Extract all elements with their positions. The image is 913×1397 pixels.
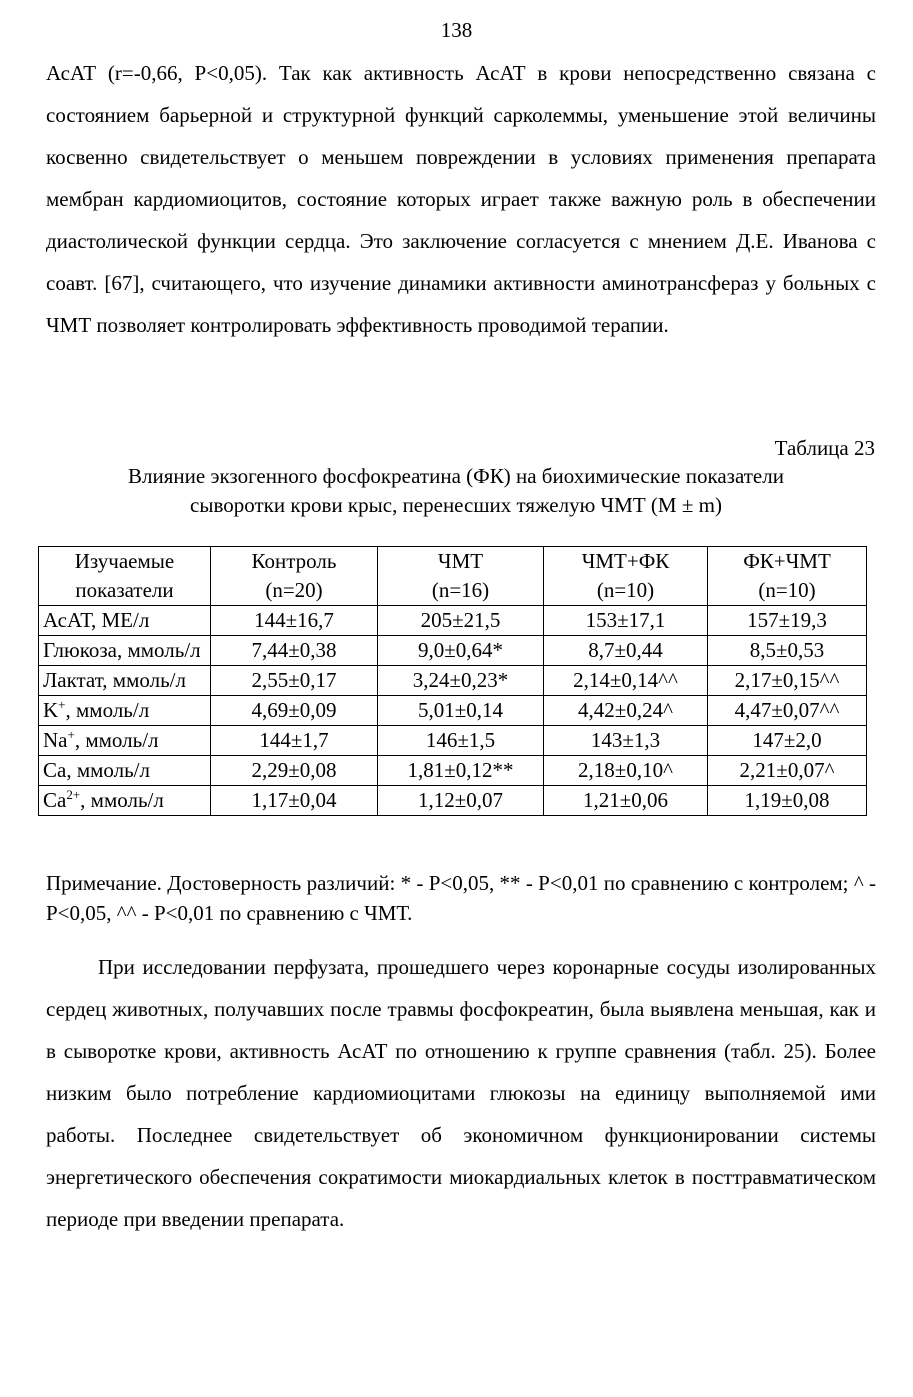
cell-value: 144±1,7: [211, 726, 378, 756]
row-label: АсАТ, МЕ/л: [39, 606, 211, 636]
table-title-line-1: Влияние экзогенного фосфокреатина (ФК) на биохимические показатели: [128, 464, 784, 488]
data-table: [38, 546, 867, 816]
table-row: [39, 756, 867, 786]
row-label: K+, ммоль/л: [39, 696, 211, 726]
row-label: Na+, ммоль/л: [39, 726, 211, 756]
table-row: [39, 786, 867, 816]
table-title-line-2: сыворотки крови крыс, перенесших тяжелую ЧМТ (М ± m): [190, 493, 722, 517]
row-label: Глюкоза, ммоль/л: [39, 636, 211, 666]
cell-value: 9,0±0,64*: [378, 636, 544, 666]
cell-value: 1,17±0,04: [211, 786, 378, 816]
cell-value: 153±17,1: [544, 606, 708, 636]
header-tbi-pc: ЧМТ+ФК (n=10): [544, 547, 708, 606]
cell-value: 205±21,5: [378, 606, 544, 636]
cell-value: 147±2,0: [708, 726, 867, 756]
body-paragraph-2: При исследовании перфузата, прошедшего через коронарные сосуды изолированных сердец животных, получавших после травмы фосфокреатин, была выявлена меньшая, как и в сыворотке крови, активность АсАТ по отношению к группе сравнения (табл. 25). Более низким было потребление кардиомиоцитами глюкозы на единицу выполняемой ими работы. Последнее свидетельствует об экономичном функционировании системы энергетического обеспечения сократимости миокардиальных клеток в посттравматическом периоде при введении препарата.: [46, 955, 876, 1231]
cell-value: 1,19±0,08: [708, 786, 867, 816]
cell-value: 1,12±0,07: [378, 786, 544, 816]
cell-value: 2,17±0,15^^: [708, 666, 867, 696]
cell-value: 5,01±0,14: [378, 696, 544, 726]
cell-value: 146±1,5: [378, 726, 544, 756]
row-label: Лактат, ммоль/л: [39, 666, 211, 696]
row-label: Ca, ммоль/л: [39, 756, 211, 786]
table-row: [39, 636, 867, 666]
page-number: 138: [440, 18, 473, 42]
table-row: [39, 696, 867, 726]
header-control: Контроль (n=20): [211, 547, 378, 606]
table-title: [46, 462, 866, 520]
table-row: [39, 606, 867, 636]
cell-value: 2,18±0,10^: [544, 756, 708, 786]
body-paragraph-1: АсАТ (r=-0,66, Р<0,05). Так как активность АсАТ в крови непосредственно связана с состоянием барьерной и структурной функций сарколеммы, уменьшение этой величины косвенно свидетельствует о меньшем повреждении в условиях применения препарата мембран кардиомиоцитов, состояние которых играет также важную роль в обеспечении диастолической функции сердца. Это заключение согласуется с мнением Д.Е. Иванова с соавт. [67], считающего, что изучение динамики активности аминотрансфераз у больных с ЧМТ позволяет контролировать эффективность проводимой терапии.: [46, 61, 876, 337]
cell-value: 2,21±0,07^: [708, 756, 867, 786]
header-tbi: ЧМТ (n=16): [378, 547, 544, 606]
table-label: Таблица 23: [774, 436, 875, 460]
cell-value: 2,29±0,08: [211, 756, 378, 786]
cell-value: 1,81±0,12**: [378, 756, 544, 786]
cell-value: 4,42±0,24^: [544, 696, 708, 726]
cell-value: 3,24±0,23*: [378, 666, 544, 696]
cell-value: 2,55±0,17: [211, 666, 378, 696]
cell-value: 8,5±0,53: [708, 636, 867, 666]
table-row: [39, 666, 867, 696]
cell-value: 144±16,7: [211, 606, 378, 636]
table-note: Примечание. Достоверность различий: * - Р<0,05, ** - Р<0,01 по сравнению с контролем; ^ - Р<0,05, ^^ - Р<0,01 по сравнению с ЧМТ.: [46, 871, 876, 925]
table-header-row: [39, 547, 867, 606]
row-label: $Ca^{2+}$, ммоль/л: [39, 786, 211, 816]
cell-value: 2,14±0,14^^: [544, 666, 708, 696]
header-pc-tbi: ФК+ЧМТ (n=10): [708, 547, 867, 606]
cell-value: 4,69±0,09: [211, 696, 378, 726]
cell-value: 1,21±0,06: [544, 786, 708, 816]
table-row: [39, 726, 867, 756]
cell-value: 157±19,3: [708, 606, 867, 636]
cell-value: 7,44±0,38: [211, 636, 378, 666]
cell-value: 8,7±0,44: [544, 636, 708, 666]
cell-value: 4,47±0,07^^: [708, 696, 867, 726]
cell-value: 143±1,3: [544, 726, 708, 756]
header-indicators: Изучаемые показатели: [39, 547, 211, 606]
